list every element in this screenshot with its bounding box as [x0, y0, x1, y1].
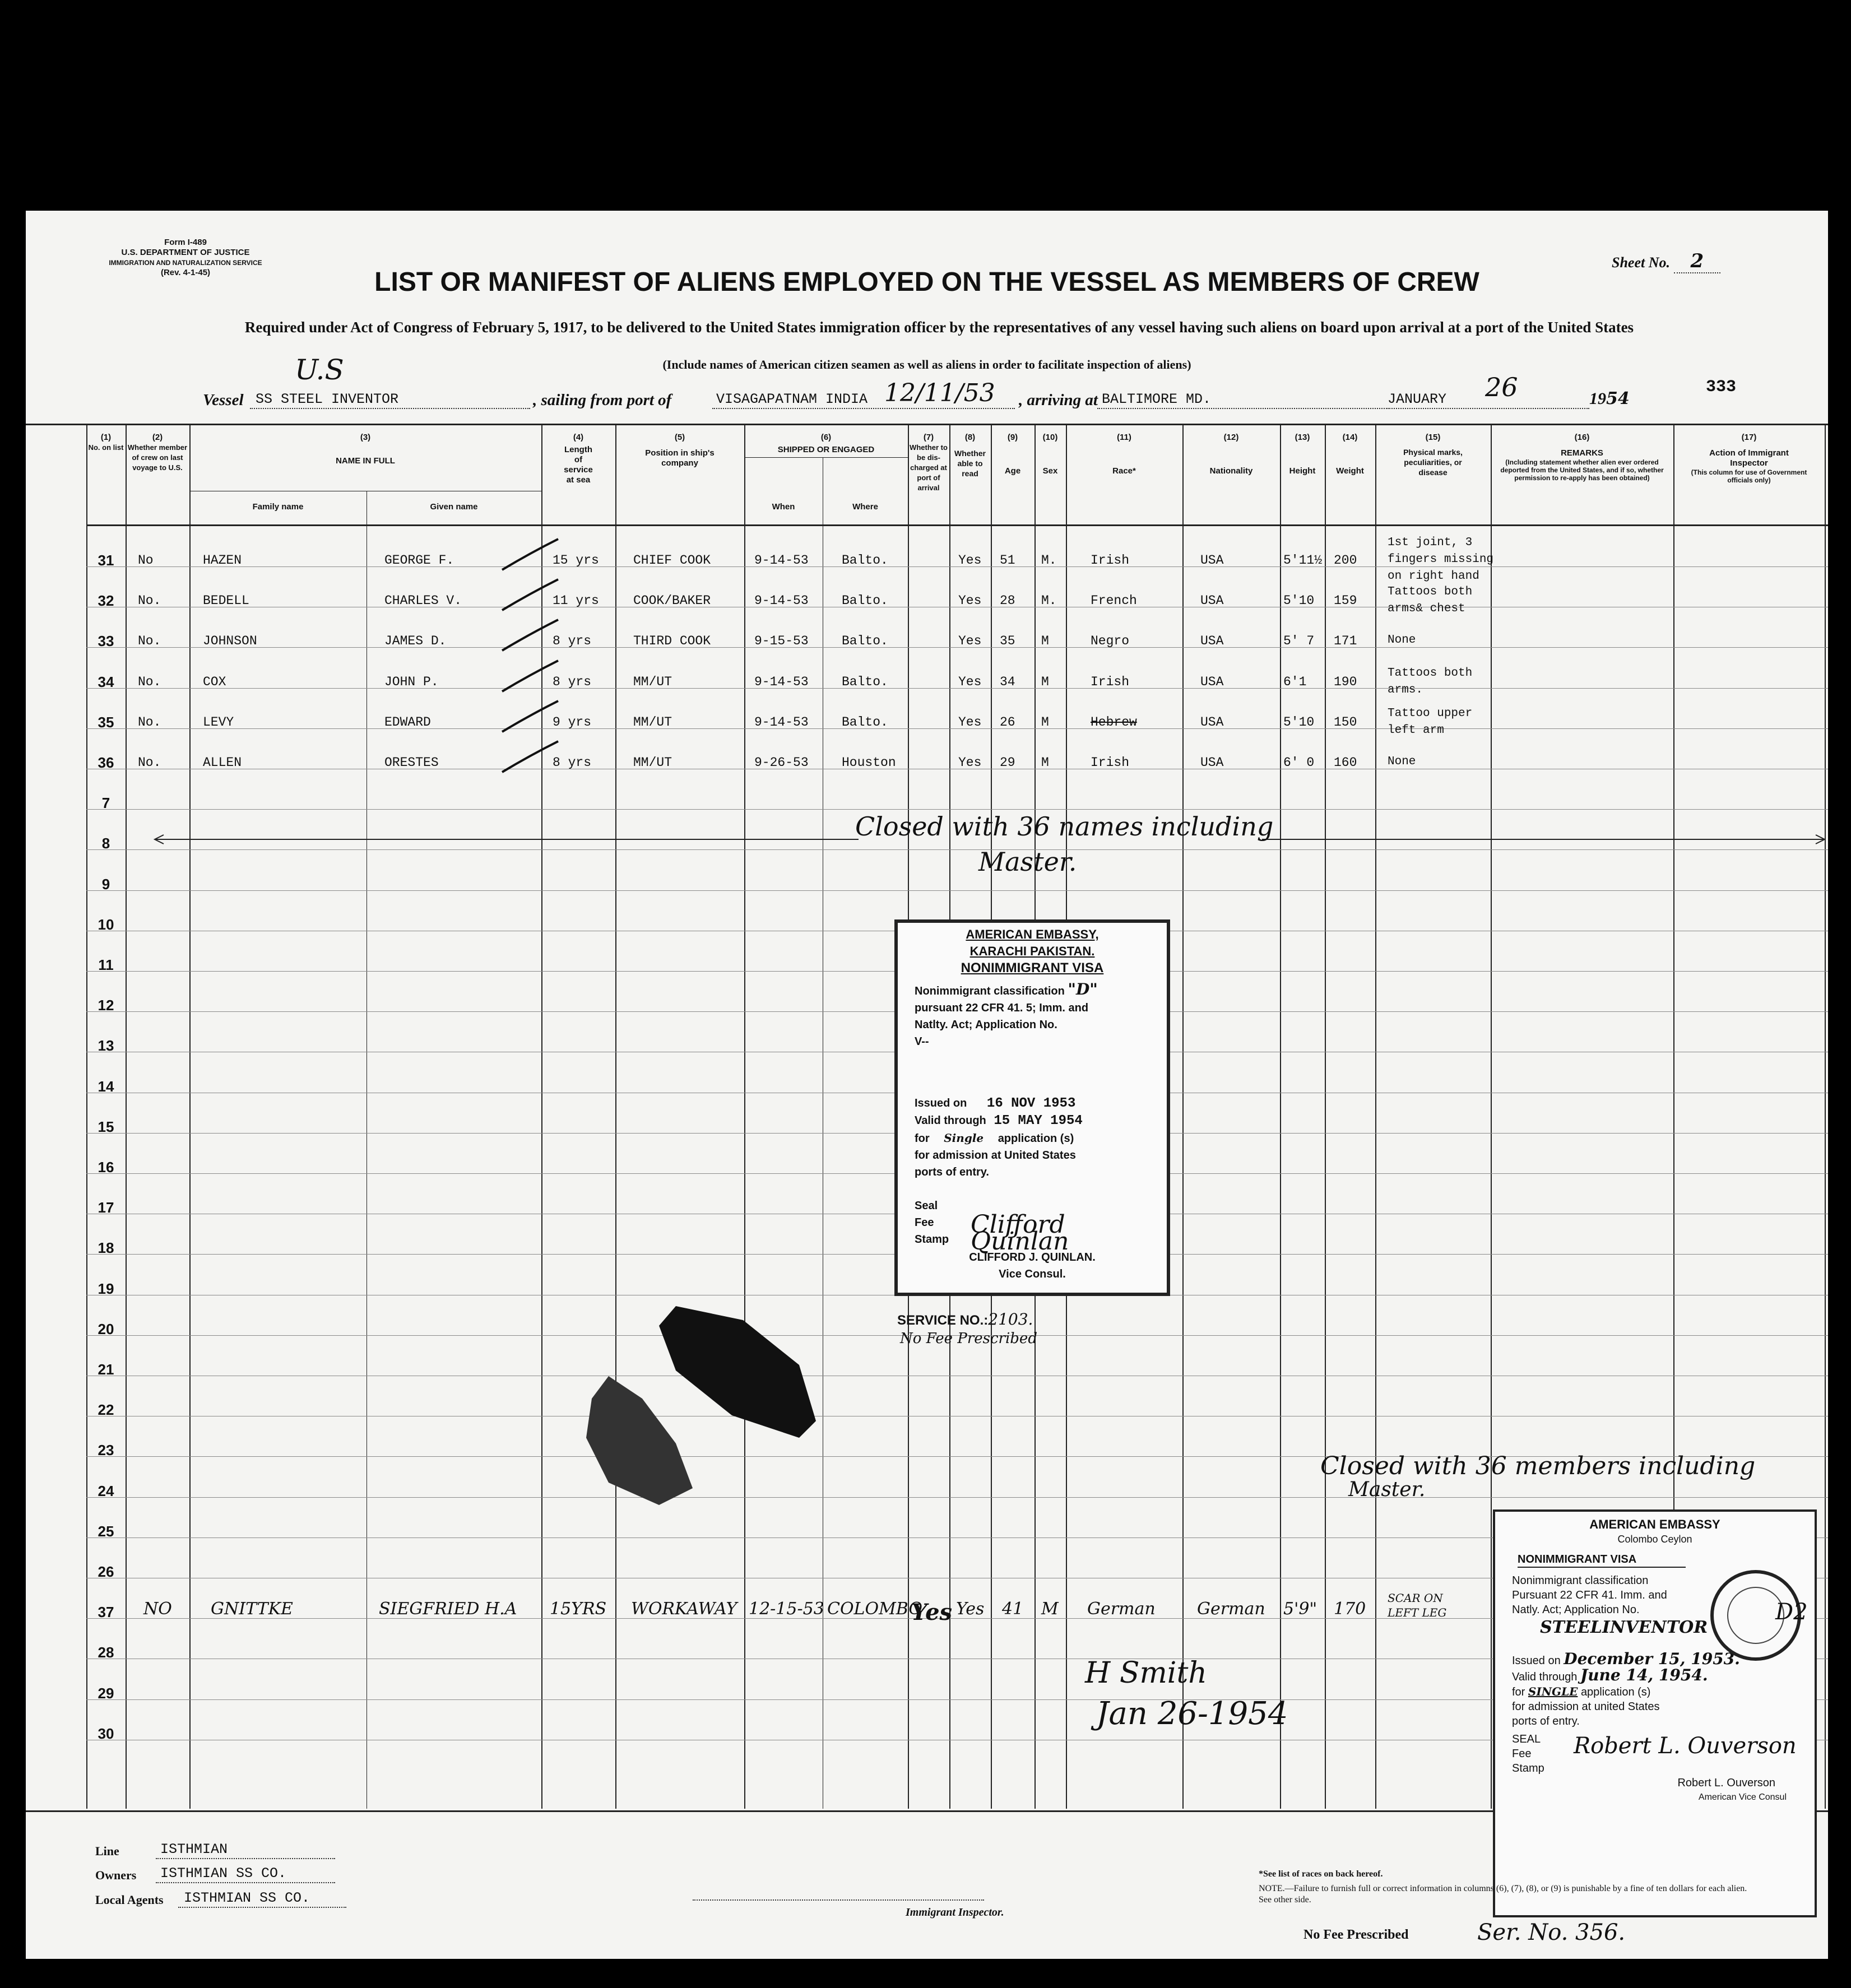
cell-37-extra: D2 — [1775, 1599, 1808, 1625]
cell-height: 5'10 — [1283, 714, 1315, 730]
no-fee-note: No Fee Prescribed — [900, 1330, 1037, 1347]
cell-read: Yes — [958, 634, 982, 649]
cell-37-service: 15YRS — [550, 1599, 607, 1619]
check-mark — [497, 617, 564, 656]
closed-note-2: Closed with 36 members including — [1320, 1452, 1756, 1480]
stamp-karachi-heading: AMERICAN EMBASSY, KARACHI PAKISTAN. NONIMMIGRANT VISA — [961, 927, 1104, 976]
cell-sex: M. — [1041, 553, 1057, 568]
cell-family: COX — [203, 674, 226, 689]
col-header-action: (17) Action of Immigrant Inspector (This column for use of Government officials only) — [1691, 433, 1807, 484]
cell-position: CHIEF COOK — [633, 553, 711, 568]
row-number: 19 — [98, 1280, 114, 1297]
row-number: 35 — [98, 713, 114, 731]
vessel-handwritten: U.S — [295, 354, 344, 386]
cell-37-given: SIEGFRIED H.A — [379, 1599, 517, 1619]
row-number: 11 — [98, 956, 114, 973]
cell-37-nationality: German — [1197, 1599, 1265, 1619]
agents-value: ISTHMIAN SS CO. — [184, 1890, 310, 1906]
owners-label: Owners — [95, 1868, 137, 1882]
col-header-when: When — [772, 502, 795, 512]
row-number: 10 — [98, 916, 114, 933]
closed-note-2-master: Master. — [1348, 1478, 1426, 1501]
row-rule — [86, 647, 1828, 648]
row-number: 28 — [98, 1644, 114, 1661]
cell-when: 9-14-53 — [754, 553, 809, 568]
col-header-race: (11) Race* — [1112, 433, 1136, 476]
cell-service: 8 yrs — [553, 634, 592, 649]
closed-note-master: Master. — [978, 847, 1077, 877]
row-number: 16 — [98, 1159, 114, 1176]
row-rule — [86, 688, 1828, 689]
line-value: ISTHMIAN — [160, 1841, 228, 1857]
row-number: 31 — [98, 552, 114, 569]
cell-race: Irish — [1091, 755, 1130, 770]
cell-read: Yes — [958, 553, 982, 568]
check-mark — [497, 536, 564, 575]
seal-mark — [575, 1303, 833, 1527]
cell-given: CHARLES V. — [384, 593, 462, 609]
cell-marks: left arm — [1388, 723, 1444, 737]
cell-where: Balto. — [842, 674, 888, 689]
cell-position: THIRD COOK — [633, 634, 711, 649]
cell-service: 15 yrs — [553, 553, 599, 568]
row-number: 24 — [98, 1482, 114, 1499]
cell-marks: 1st joint, 3 — [1388, 536, 1473, 549]
cell-sex: M — [1041, 674, 1049, 689]
row-number: 26 — [98, 1563, 114, 1580]
arrival-day: 26 — [1485, 372, 1518, 402]
cell-race: Negro — [1091, 634, 1130, 649]
row-rule — [86, 890, 1828, 891]
cell-where: Balto. — [842, 553, 888, 568]
row-number: 22 — [98, 1401, 114, 1419]
cell-race: French — [1091, 593, 1137, 609]
cell-family: JOHNSON — [203, 634, 257, 649]
arriving-port: BALTIMORE MD. — [1102, 391, 1212, 407]
cell-where: Houston — [842, 755, 896, 770]
row-number: 17 — [98, 1199, 114, 1216]
row-number: 14 — [98, 1077, 114, 1095]
col-header-shipped: (6) SHIPPED OR ENGAGED — [777, 433, 875, 454]
service-number: SERVICE NO.:2103. — [897, 1310, 1033, 1329]
vessel-name: SS STEEL INVENTOR — [256, 391, 399, 407]
races-note: *See list of races on back hereof. — [1259, 1869, 1383, 1879]
visa-stamp-karachi: AMERICAN EMBASSY, KARACHI PAKISTAN. NONIMMIGRANT VISA Nonimmigrant classification "D" pursuant 22 CFR 41. 5; Imm. and Natlty. Act; Application No. V-- Issued on 16 NOV 1953 Valid through 15 MAY 1954 for Single application (s) for admission at United States ports of entry. Seal Fee Stamp Clifford Quinlan CLIFFORD J. QUINLAN. Vice Consul. — [894, 919, 1170, 1296]
cell-family: BEDELL — [203, 593, 249, 609]
row-rule — [86, 849, 1828, 850]
row-number: 37 — [98, 1604, 114, 1621]
cell-sex: M — [1041, 634, 1049, 649]
row-number: 25 — [98, 1522, 114, 1540]
cell-height: 6' 0 — [1283, 755, 1315, 770]
col-header-age: (9) Age — [1004, 433, 1021, 476]
cell-crew: No. — [138, 634, 161, 649]
cell-service: 9 yrs — [553, 714, 592, 730]
row-number: 18 — [98, 1239, 114, 1257]
cell-position: MM/UT — [633, 674, 672, 689]
cell-nationality: USA — [1200, 553, 1224, 568]
form-id: Form I-489 U.S. DEPARTMENT OF JUSTICE IMMIGRATION AND NATURALIZATION SERVICE (Rev. 4-1-45) — [109, 238, 262, 277]
cell-37-height: 5'9" — [1283, 1599, 1317, 1619]
row-number: 13 — [98, 1037, 114, 1055]
cell-age: 28 — [1000, 593, 1015, 609]
col-header-weight: (14) Weight — [1336, 433, 1364, 476]
cell-37-age: 41 — [1002, 1599, 1024, 1619]
manifest-number: 333 — [1706, 378, 1737, 397]
cell-37-read: Yes — [956, 1599, 985, 1619]
row-number: 23 — [98, 1442, 114, 1459]
col-header-height: (13) Height — [1289, 433, 1316, 476]
cell-37-weight: 170 — [1334, 1599, 1366, 1619]
col-header-nationality: (12) Nationality — [1209, 433, 1253, 476]
cell-37-discharged: Yes — [911, 1599, 953, 1626]
row-number: 7 — [101, 795, 110, 812]
cell-when: 9-14-53 — [754, 714, 809, 730]
row-number: 12 — [98, 997, 114, 1014]
cell-given: JOHN P. — [384, 674, 439, 689]
cell-37-where: COLOMBO — [827, 1599, 922, 1619]
cell-when: 9-14-53 — [754, 593, 809, 609]
cell-nationality: USA — [1200, 593, 1224, 609]
line-label: Line — [95, 1844, 119, 1858]
col-header-remarks: (16) REMARKS (Including statement whether alien ever ordered deported from the United States, and if so, whether permission to re-apply has been obtained) — [1500, 433, 1664, 482]
cell-37-sex: M — [1041, 1599, 1059, 1619]
cell-height: 5' 7 — [1283, 634, 1315, 649]
agents-label: Local Agents — [95, 1893, 164, 1907]
cell-given: EDWARD — [384, 714, 431, 730]
arrival-month: JANUARY — [1388, 391, 1447, 407]
cell-marks: None — [1388, 634, 1416, 647]
cell-weight: 171 — [1334, 634, 1357, 649]
row-rule — [86, 566, 1828, 567]
row-number: 29 — [98, 1684, 114, 1702]
closed-note: Closed with 36 names including — [855, 811, 1274, 842]
cell-position: MM/UT — [633, 714, 672, 730]
cell-service: 8 yrs — [553, 674, 592, 689]
cell-where: Balto. — [842, 593, 888, 609]
row-rule — [86, 809, 1828, 810]
cell-marks: arms. — [1388, 683, 1423, 696]
cell-position: COOK/BAKER — [633, 593, 711, 609]
sailing-date-handwritten: 12/11/53 — [884, 379, 995, 407]
visa-stamp-colombo: AMERICAN EMBASSY Colombo Ceylon NONIMMIGRANT VISA Nonimmigrant classification Pursuant 22 CFR 41. Imm. and Natly. Act; Application No. STEELINVENTOR Issued on December 15, 1953. Valid through June 14, 1954. for SINGLE application (s) for admission at united States ports of entry. SEAL Fee Stamp Robert L. Ouverson Robert L. Ouverson American Vice Consul — [1493, 1509, 1817, 1917]
cell-weight: 150 — [1334, 714, 1357, 730]
col-header-no: (1) No. on list — [88, 433, 124, 452]
cell-37-crew: NO — [143, 1599, 172, 1619]
cell-crew: No. — [138, 755, 161, 770]
cell-37-marks: SCAR ON — [1388, 1591, 1443, 1605]
cell-37-race: German — [1087, 1599, 1156, 1619]
cell-family: LEVY — [203, 714, 234, 730]
cell-when: 9-26-53 — [754, 755, 809, 770]
vessel-label: Vessel — [203, 391, 244, 409]
row-number: 9 — [101, 875, 110, 893]
cell-37-position: WORKAWAY — [631, 1599, 737, 1619]
cell-read: Yes — [958, 593, 982, 609]
row-number: 20 — [98, 1320, 114, 1337]
col-header-where: Where — [852, 502, 878, 512]
no-fee-prescribed: No Fee Prescribed — [1303, 1927, 1409, 1942]
row-rule — [86, 1497, 1828, 1498]
signature-quinlan: Clifford Quinlan — [971, 1210, 1069, 1256]
cell-height: 6'1 — [1283, 674, 1307, 689]
cell-37-family: GNITTKE — [211, 1599, 293, 1619]
cell-age: 29 — [1000, 755, 1015, 770]
page-subtitle-note: (Include names of American citizen seamen as well as aliens in order to facilitate inspection of aliens) — [662, 357, 1191, 371]
owners-value: ISTHMIAN SS CO. — [160, 1865, 287, 1882]
cell-sex: M — [1041, 714, 1049, 730]
col-header-read: (8) Whether able to read — [954, 433, 986, 478]
row-number: 8 — [101, 835, 110, 852]
cell-given: ORESTES — [384, 755, 439, 770]
check-mark — [497, 698, 564, 737]
cell-crew: No. — [138, 714, 161, 730]
failure-note: NOTE.—Failure to furnish full or correct information in columns (6), (7), (8), or (9) is punishable by a fine of ten dollars for each alien. See other side. — [1259, 1884, 1747, 1905]
col-header-name: (3) NAME IN FULL — [336, 433, 395, 466]
page-subtitle: Required under Act of Congress of February 5, 1917, to be delivered to the United States immigration officer by the representatives of any vessel having such aliens on board upon arrival at a port of the United States — [244, 319, 1634, 336]
cell-crew: No. — [138, 674, 161, 689]
col-header-marks: (15) Physical marks, peculiarities, or disease — [1403, 433, 1463, 477]
col-header-crew: (2) Whether member of crew on last voyage to U.S. — [127, 433, 188, 472]
row-number: 34 — [98, 673, 114, 690]
cell-where: Balto. — [842, 634, 888, 649]
cell-service: 11 yrs — [553, 593, 599, 609]
col-header-service: (4) Length of service at sea — [564, 433, 593, 485]
cell-age: 34 — [1000, 674, 1015, 689]
cell-race: Irish — [1091, 553, 1130, 568]
row-number: 15 — [98, 1118, 114, 1135]
col-header-position: (5) Position in ship's company — [645, 433, 715, 468]
cell-age: 26 — [1000, 714, 1015, 730]
cell-given: GEORGE F. — [384, 553, 454, 568]
col-header-family-name: Family name — [252, 502, 304, 512]
cell-marks: fingers missing — [1388, 553, 1494, 566]
cell-nationality: USA — [1200, 755, 1224, 770]
cell-race: Hebrew — [1091, 714, 1137, 730]
cell-height: 5'10 — [1283, 593, 1315, 609]
page-title: LIST OR MANIFEST OF ALIENS EMPLOYED ON THE VESSEL AS MEMBERS OF CREW — [374, 267, 1479, 297]
row-number: 32 — [98, 592, 114, 610]
cell-crew: No — [138, 553, 154, 568]
sailing-port: VISAGAPATNAM INDIA — [716, 391, 868, 407]
cell-service: 8 yrs — [553, 755, 592, 770]
sheet-number: Sheet No. 2 — [1612, 250, 1720, 272]
cell-weight: 159 — [1334, 593, 1357, 609]
cell-weight: 200 — [1334, 553, 1357, 568]
cell-where: Balto. — [842, 714, 888, 730]
cell-37-when: 12-15-53 — [749, 1599, 824, 1619]
inspector-signature: H Smith — [1085, 1656, 1207, 1690]
col-header-discharged: (7) Whether to be dis-charged at port of arrival — [910, 433, 948, 492]
cell-weight: 160 — [1334, 755, 1357, 770]
cell-family: HAZEN — [203, 553, 242, 568]
check-mark — [497, 738, 564, 778]
row-number: 36 — [98, 754, 114, 771]
col-header-sex: (10) Sex — [1042, 433, 1058, 476]
manifest-page — [26, 211, 1828, 1959]
cell-sex: M. — [1041, 593, 1057, 609]
cell-height: 5'11½ — [1283, 553, 1323, 568]
inspector-date: Jan 26-1954 — [1096, 1696, 1288, 1732]
cell-37-marks: LEFT LEG — [1388, 1606, 1447, 1620]
cell-read: Yes — [958, 714, 982, 730]
sailing-label: , sailing from port of — [533, 391, 672, 409]
inspector-label: Immigrant Inspector. — [906, 1906, 1004, 1919]
cell-when: 9-14-53 — [754, 674, 809, 689]
cell-marks: arms& chest — [1388, 602, 1465, 616]
arriving-label: , arriving at — [1019, 391, 1098, 409]
serial-number: Ser. No. 356. — [1477, 1920, 1626, 1945]
check-mark — [497, 577, 564, 616]
arrival-year: 1954 — [1589, 389, 1630, 408]
row-rule — [86, 728, 1828, 729]
cell-marks: Tattoo upper — [1388, 707, 1473, 720]
cell-position: MM/UT — [633, 755, 672, 770]
cell-nationality: USA — [1200, 714, 1224, 730]
cell-nationality: USA — [1200, 634, 1224, 649]
cell-when: 9-15-53 — [754, 634, 809, 649]
cell-marks: Tattoos both — [1388, 666, 1473, 680]
cell-given: JAMES D. — [384, 634, 447, 649]
row-number: 30 — [98, 1725, 114, 1742]
cell-read: Yes — [958, 755, 982, 770]
row-number: 33 — [98, 633, 114, 650]
col-header-given-name: Given name — [430, 502, 478, 512]
cell-race: Irish — [1091, 674, 1130, 689]
cell-marks: on right hand — [1388, 570, 1479, 583]
cell-nationality: USA — [1200, 674, 1224, 689]
cell-age: 35 — [1000, 634, 1015, 649]
cell-marks: Tattoos both — [1388, 586, 1473, 599]
row-number: 21 — [98, 1361, 114, 1378]
cell-read: Yes — [958, 674, 982, 689]
cell-marks: None — [1388, 755, 1416, 768]
cell-weight: 190 — [1334, 674, 1357, 689]
check-mark — [497, 658, 564, 697]
cell-age: 51 — [1000, 553, 1015, 568]
signature-ouverson: Robert L. Ouverson — [1574, 1733, 1797, 1759]
cell-crew: No. — [138, 593, 161, 609]
cell-family: ALLEN — [203, 755, 242, 770]
cell-sex: M — [1041, 755, 1049, 770]
